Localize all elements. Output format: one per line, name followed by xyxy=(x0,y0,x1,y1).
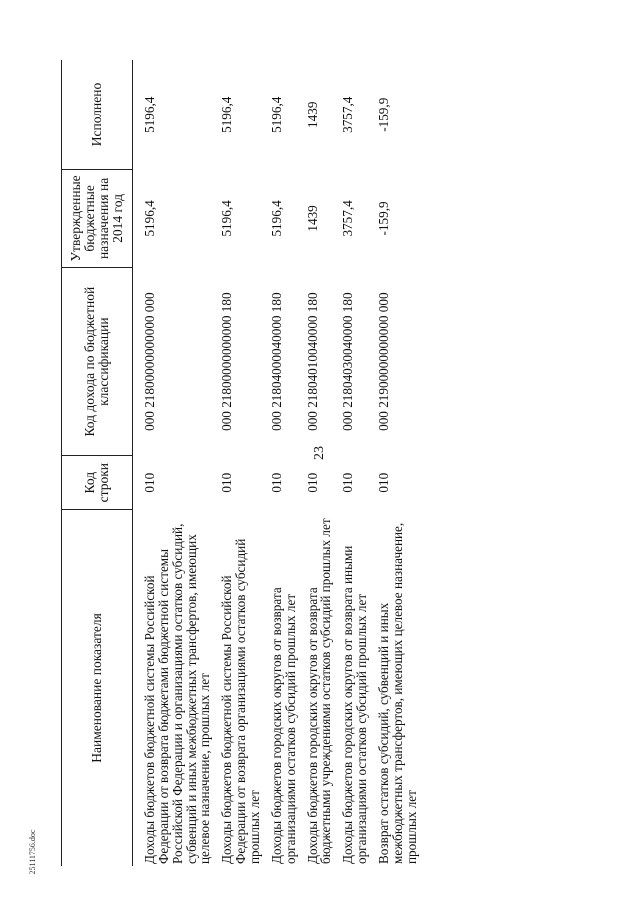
row-code: 010 xyxy=(219,472,235,493)
row-code: 010 xyxy=(304,472,320,493)
row-code: 010 xyxy=(142,472,157,493)
income-code: 000 21900000000000 000 xyxy=(376,292,392,431)
income-code: 000 21800000000000 000 xyxy=(142,292,157,431)
row-code: 010 xyxy=(268,472,284,493)
header-executed: Исполнено xyxy=(62,60,133,169)
approved-value: 5196,4 xyxy=(219,200,235,237)
footer-file-code: 25111756.doc xyxy=(28,829,37,875)
indicator-name: Доходы бюджетов городских округов от возврата бюджетными учреждениями остатков субсидий прошлых лет xyxy=(304,518,334,864)
table-row xyxy=(133,60,213,866)
table-row xyxy=(212,60,262,866)
budget-income-table xyxy=(61,60,419,866)
rotated-table-container xyxy=(61,60,531,866)
approved-value: 3757,4 xyxy=(340,200,356,237)
indicator-name: Доходы бюджетов городских округов от возврата организациями остатков субсидий прошлых лет xyxy=(268,587,298,864)
income-code: 000 21800000000000 180 xyxy=(219,292,235,431)
executed-value: 3757,4 xyxy=(340,96,356,133)
table-row xyxy=(369,60,419,866)
table-row xyxy=(298,60,334,866)
income-code: 000 21804000040000 180 xyxy=(268,292,284,431)
page-number: 23 xyxy=(312,446,327,460)
header-approved: Утвержденные бюджетные назначения на 2014 год xyxy=(62,169,133,267)
table-row xyxy=(333,60,369,866)
income-code: 000 21804030040000 180 xyxy=(340,292,356,431)
income-code: 000 21804010040000 180 xyxy=(304,292,320,431)
header-income-code: Код дохода по бюджетной классификации xyxy=(62,267,133,456)
indicator-name: Доходы бюджетов городских округов от возврата иными организациями остатков субсидий прошлых лет xyxy=(340,545,370,864)
table-header-row xyxy=(62,60,133,866)
header-indicator-name: Наименование показателя xyxy=(62,509,133,866)
executed-value: 5196,4 xyxy=(142,96,157,133)
page-content xyxy=(61,60,531,866)
approved-value: 5196,4 xyxy=(142,200,157,237)
executed-value: 1439 xyxy=(304,101,320,128)
row-code: 010 xyxy=(376,472,392,493)
executed-value: 5196,4 xyxy=(219,96,235,133)
header-row-code: Код строки xyxy=(62,456,133,509)
approved-value: 1439 xyxy=(304,205,320,232)
approved-value: -159,9 xyxy=(376,201,392,236)
row-code: 010 xyxy=(340,472,356,493)
approved-value: 5196,4 xyxy=(268,200,284,237)
indicator-name: Возврат остатков субсидий, субвенций и иных межбюджетных трансфертов, имеющих целевое назначение, прошлых лет xyxy=(376,522,419,864)
executed-value: 5196,4 xyxy=(268,96,284,133)
executed-value: -159,9 xyxy=(376,97,392,132)
indicator-name: Доходы бюджетов бюджетной системы Российской Федерации от возврата организациями остатков субсидий прошлых лет xyxy=(219,538,263,864)
indicator-name: Доходы бюджетов бюджетной системы Российской Федерации от возврата бюджетами бюджетной системы Российской Федерации и организациями остатков субсидий, субвенций и иных межбюджетных трансфертов, имеющих целевое назначение, прошлых лет xyxy=(142,523,213,864)
table-row xyxy=(262,60,298,866)
